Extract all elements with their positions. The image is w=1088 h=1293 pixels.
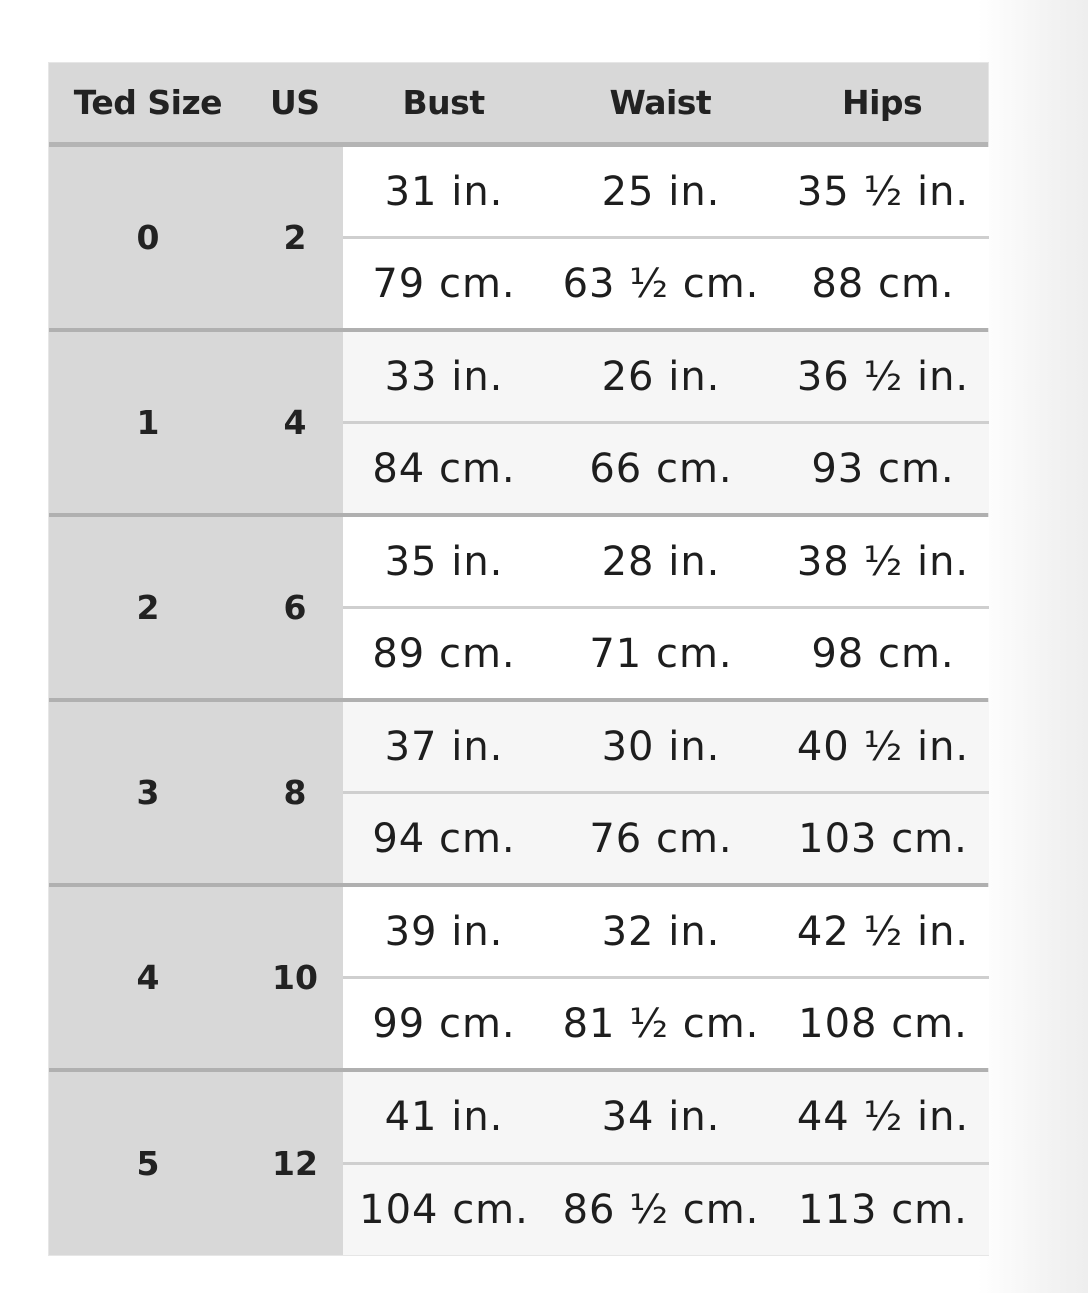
hips-inches: 42 ½ in. — [796, 908, 970, 955]
us-size-value: 2 — [283, 218, 307, 257]
size-group-0 — [49, 147, 988, 332]
bust-cm: 99 cm. — [372, 1000, 516, 1047]
size-labels — [49, 517, 343, 698]
hips-inches: 40 ½ in. — [796, 723, 970, 770]
cm-row — [343, 239, 989, 328]
waist-inches: 26 in. — [601, 353, 721, 400]
size-group-5 — [49, 1072, 988, 1255]
cm-row — [343, 609, 989, 698]
bust-cm: 94 cm. — [372, 815, 516, 862]
ted-size-value: 0 — [136, 218, 160, 257]
hips-inches: 44 ½ in. — [796, 1094, 970, 1140]
size-labels — [49, 147, 343, 328]
hips-cm: 88 cm. — [811, 260, 955, 307]
bust-cm: 89 cm. — [372, 630, 516, 677]
size-group-1 — [49, 332, 988, 517]
waist-cm: 63 ½ cm. — [562, 260, 760, 307]
cm-row — [343, 979, 989, 1068]
us-size-value: 10 — [272, 958, 318, 997]
hips-cm: 93 cm. — [811, 445, 955, 492]
cm-row — [343, 424, 989, 513]
measurements — [343, 887, 989, 1068]
header-bust: Bust — [402, 83, 485, 122]
cm-row — [343, 1165, 989, 1255]
bust-inches: 31 in. — [384, 168, 504, 215]
us-size-value: 6 — [283, 588, 307, 627]
hips-inches: 36 ½ in. — [796, 353, 970, 400]
background-shadow — [978, 0, 1088, 1293]
waist-inches: 30 in. — [601, 723, 721, 770]
hips-cm: 103 cm. — [798, 815, 968, 862]
header-ted-size: Ted Size — [73, 83, 223, 122]
waist-cm: 86 ½ cm. — [562, 1187, 760, 1233]
waist-cm: 76 cm. — [589, 815, 733, 862]
cm-row — [343, 794, 989, 883]
size-group-2 — [49, 517, 988, 702]
bust-cm: 84 cm. — [372, 445, 516, 492]
inches-row — [343, 147, 989, 239]
size-labels — [49, 1072, 343, 1255]
inches-row — [343, 887, 989, 979]
header-waist: Waist — [609, 83, 712, 122]
us-size-value: 12 — [272, 1144, 318, 1183]
bust-cm: 79 cm. — [372, 260, 516, 307]
hips-inches: 38 ½ in. — [796, 538, 970, 585]
inches-row — [343, 332, 989, 424]
inches-row — [343, 1072, 989, 1165]
inches-row — [343, 517, 989, 609]
hips-cm: 108 cm. — [798, 1000, 968, 1047]
ted-size-value: 3 — [136, 773, 160, 812]
waist-inches: 32 in. — [601, 908, 721, 955]
waist-inches: 28 in. — [601, 538, 721, 585]
bust-cm: 104 cm. — [359, 1187, 529, 1233]
bust-inches: 41 in. — [384, 1094, 504, 1140]
table-header-row — [49, 63, 988, 147]
size-group-3 — [49, 702, 988, 887]
inches-row — [343, 702, 989, 794]
bust-inches: 37 in. — [384, 723, 504, 770]
size-labels — [49, 702, 343, 883]
bust-inches: 39 in. — [384, 908, 504, 955]
measurements — [343, 702, 989, 883]
bust-inches: 35 in. — [384, 538, 504, 585]
waist-inches: 34 in. — [601, 1094, 721, 1140]
us-size-value: 8 — [283, 773, 307, 812]
measurements — [343, 332, 989, 513]
header-us: US — [269, 83, 320, 122]
waist-inches: 25 in. — [601, 168, 721, 215]
ted-size-value: 4 — [136, 958, 160, 997]
ted-size-value: 5 — [136, 1144, 160, 1183]
hips-cm: 98 cm. — [811, 630, 955, 677]
bust-inches: 33 in. — [384, 353, 504, 400]
waist-cm: 81 ½ cm. — [562, 1000, 760, 1047]
ted-size-value: 1 — [136, 403, 160, 442]
size-labels — [49, 332, 343, 513]
hips-inches: 35 ½ in. — [796, 168, 970, 215]
measurements — [343, 147, 989, 328]
size-labels — [49, 887, 343, 1068]
measurements — [343, 1072, 989, 1255]
us-size-value: 4 — [283, 403, 307, 442]
waist-cm: 66 cm. — [589, 445, 733, 492]
waist-cm: 71 cm. — [589, 630, 733, 677]
header-hips: Hips — [842, 83, 923, 122]
ted-size-value: 2 — [136, 588, 160, 627]
size-chart-table — [48, 62, 989, 1256]
size-group-4 — [49, 887, 988, 1072]
hips-cm: 113 cm. — [798, 1187, 968, 1233]
measurements — [343, 517, 989, 698]
